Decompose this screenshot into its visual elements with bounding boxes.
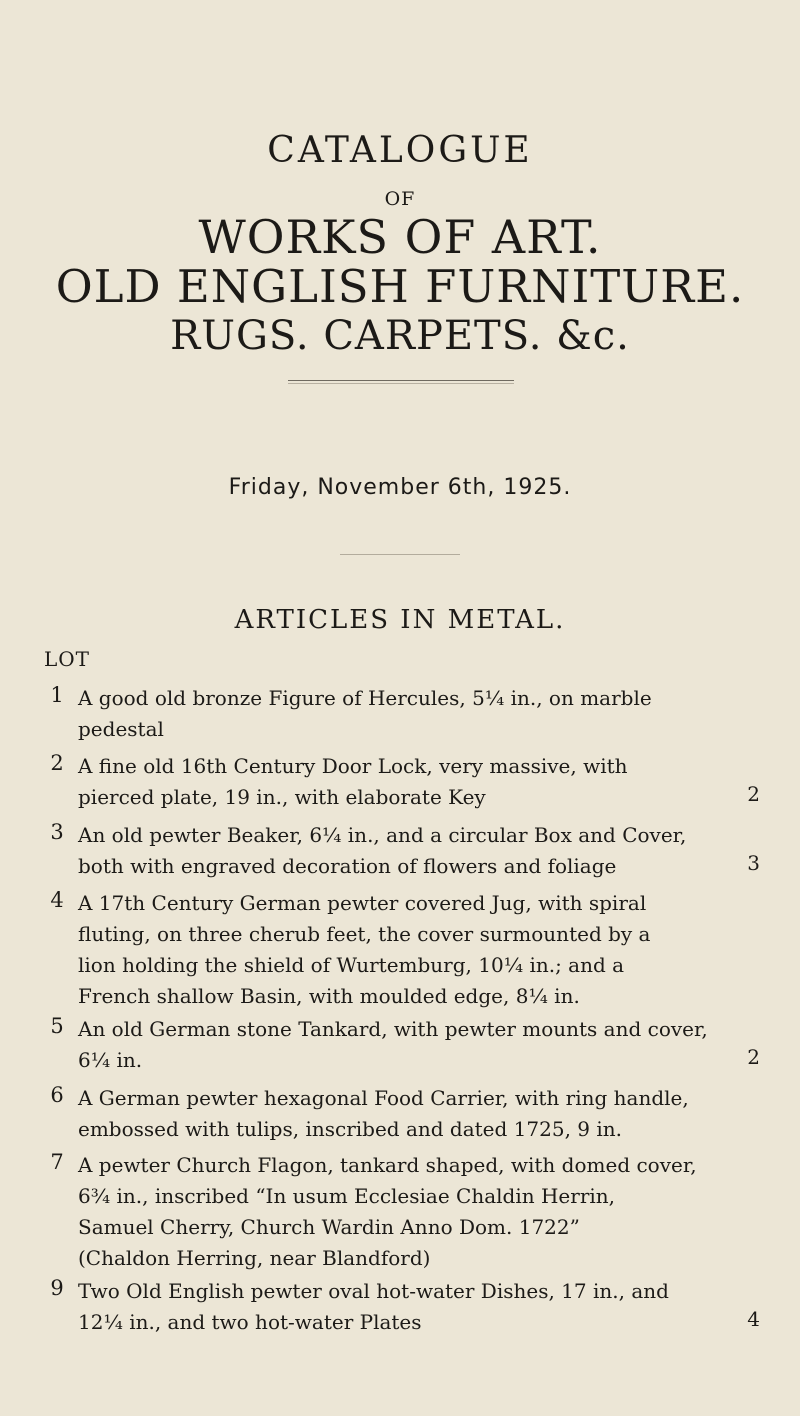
lot-description-line: Samuel Cherry, Church Wardin Anno Dom. 1722” [78, 1215, 580, 1239]
lot-description-line: An old pewter Beaker, 6¼ in., and a circular Box and Cover, [78, 823, 687, 847]
lot-description-line: 6¾ in., inscribed “In usum Ecclesiae Chaldin Herrin, [78, 1184, 616, 1208]
lot-number: 7 [50, 1150, 64, 1174]
lot-number: 1 [50, 683, 64, 707]
lot-description-line: lion holding the shield of Wurtemburg, 10¼ in.; and a [78, 953, 625, 977]
lot-description [78, 1083, 758, 1145]
lot-column-heading: LOT [44, 647, 91, 671]
lot-description-line: pierced plate, 19 in., with elaborate Key [78, 785, 486, 809]
lot-description-line: A fine old 16th Century Door Lock, very massive, with [78, 754, 628, 778]
lot-description-line: (Chaldon Herring, near Blandford) [78, 1246, 431, 1270]
sale-date: Friday, November 6th, 1925. [228, 475, 572, 500]
lot-number: 4 [50, 888, 64, 912]
lot-number: 9 [50, 1276, 64, 1300]
lot-description-line: Two Old English pewter oval hot-water Dishes, 17 in., and [78, 1279, 669, 1303]
furniture-title: OLD ENGLISH FURNITURE. [55, 260, 745, 313]
lot-description [78, 888, 758, 1012]
lot-quantity: 4 [747, 1307, 760, 1331]
lot-description-line: 12¼ in., and two hot-water Plates [78, 1310, 422, 1334]
lot-description [78, 1150, 758, 1274]
lot-quantity: 3 [747, 851, 760, 875]
lot-description-line: A German pewter hexagonal Food Carrier, with ring handle, [78, 1086, 689, 1110]
lot-description-line: A pewter Church Flagon, tankard shaped, with domed cover, [78, 1153, 697, 1177]
lot-description-line: An old German stone Tankard, with pewter mounts and cover, [78, 1017, 708, 1041]
date-divider [340, 554, 460, 555]
lot-number: 6 [50, 1083, 64, 1107]
lot-description [78, 751, 758, 813]
lot-description-line: pedestal [78, 717, 164, 741]
lot-number: 3 [50, 820, 64, 844]
lot-description-line: fluting, on three cherub feet, the cover surmounted by a [78, 922, 651, 946]
lot-description-line: French shallow Basin, with moulded edge, 8¼ in. [78, 984, 580, 1008]
lot-number: 2 [50, 751, 64, 775]
lot-description [78, 820, 758, 882]
of-label: OF [384, 188, 416, 210]
lot-description [78, 1014, 758, 1076]
lot-quantity: 2 [747, 1045, 760, 1069]
catalogue-title: CATALOGUE [267, 130, 533, 171]
lot-quantity: 2 [747, 782, 760, 806]
lot-description [78, 683, 758, 745]
lot-description-line: 6¼ in. [78, 1048, 143, 1072]
lot-description-line: A 17th Century German pewter covered Jug, with spiral [78, 891, 647, 915]
header-divider [288, 380, 514, 384]
lot-description-line: embossed with tulips, inscribed and dated 1725, 9 in. [78, 1117, 623, 1141]
lot-description-line: A good old bronze Figure of Hercules, 5¼ in., on marble [78, 686, 652, 710]
section-title: ARTICLES IN METAL. [234, 605, 566, 635]
lot-number: 5 [50, 1014, 64, 1038]
lot-description [78, 1276, 758, 1338]
works-of-art-title: WORKS OF ART. [198, 210, 602, 264]
lot-description-line: both with engraved decoration of flowers and foliage [78, 854, 617, 878]
rugs-carpets-title: RUGS. CARPETS. &c. [170, 313, 630, 359]
